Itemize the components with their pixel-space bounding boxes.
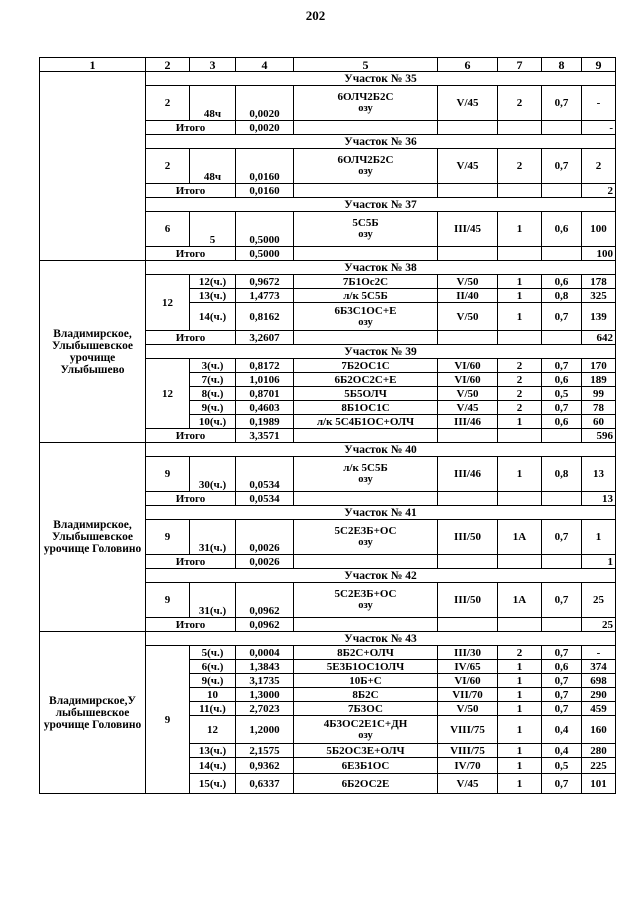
timber-stock: 13 (582, 457, 616, 492)
empty-cell (438, 492, 498, 506)
allotment-number: 8(ч.) (190, 387, 236, 401)
age-class: V/45 (438, 774, 498, 794)
empty-cell (542, 121, 582, 135)
protection-note: озу (358, 229, 373, 240)
bonitet: 1 (498, 758, 542, 774)
stand-composition (294, 387, 438, 401)
density: 0,7 (542, 303, 582, 331)
empty-cell (438, 331, 498, 345)
section-title: Участок № 41 (146, 506, 616, 520)
density: 0,7 (542, 702, 582, 716)
age-class: III/46 (438, 415, 498, 429)
stand-composition (294, 401, 438, 415)
stand-composition (294, 359, 438, 373)
composition-formula: 6ОЛЧ2Б2С (337, 154, 394, 166)
empty-cell (542, 429, 582, 443)
empty-cell (294, 618, 438, 632)
age-class: V/45 (438, 86, 498, 121)
timber-stock: 60 (582, 415, 616, 429)
section-title-row (40, 261, 616, 275)
allotment-number: 14(ч.) (190, 303, 236, 331)
allotment-number: 48ч (190, 86, 236, 121)
density: 0,7 (542, 674, 582, 688)
column-header-6: 6 (438, 58, 498, 72)
composition-formula: 4Б3ОС2Е1С+ДН (323, 717, 408, 730)
bonitet: 1 (498, 415, 542, 429)
composition-formula: 8Б2С+ОЛЧ (337, 646, 394, 659)
allotment-number: 5 (190, 212, 236, 247)
allotment-number: 31(ч.) (190, 583, 236, 618)
column-header-4: 4 (236, 58, 294, 72)
bonitet: 1 (498, 289, 542, 303)
age-class: V/50 (438, 702, 498, 716)
quarter-number: 6 (146, 212, 190, 247)
density: 0,7 (542, 86, 582, 121)
forest-name: Владимирское, Улыбышевское урочище Головино (40, 443, 146, 632)
composition-formula: 5С5Б (352, 217, 379, 229)
total-area: 0,5000 (236, 247, 294, 261)
empty-cell (498, 331, 542, 345)
allotment-number: 12 (190, 716, 236, 744)
composition-formula: 8Б1ОС1С (341, 401, 390, 414)
empty-cell (498, 555, 542, 569)
empty-cell (294, 184, 438, 198)
empty-cell (438, 121, 498, 135)
area-value: 2,7023 (236, 702, 294, 716)
total-area: 0,0534 (236, 492, 294, 506)
composition-formula: 5Е3Б1ОС1ОЛЧ (326, 660, 405, 673)
empty-cell (498, 492, 542, 506)
allotment-number: 3(ч.) (190, 359, 236, 373)
empty-cell (294, 247, 438, 261)
total-label: Итого (146, 429, 236, 443)
bonitet: 1А (498, 583, 542, 618)
composition-formula: 6Б3С1ОС+Е (334, 304, 397, 317)
stand-composition (294, 303, 438, 331)
total-label: Итого (146, 555, 236, 569)
timber-stock: 290 (582, 688, 616, 702)
quarter-number: 9 (146, 583, 190, 618)
area-value: 0,0160 (236, 149, 294, 184)
timber-stock: 2 (582, 149, 616, 184)
composition-formula: 8Б2С (352, 688, 379, 701)
stand-composition (294, 688, 438, 702)
age-class: VII/70 (438, 688, 498, 702)
age-class: II/40 (438, 289, 498, 303)
quarter-number: 9 (146, 646, 190, 794)
area-value: 0,4603 (236, 401, 294, 415)
bonitet: 2 (498, 86, 542, 121)
section-title: Участок № 40 (146, 443, 616, 457)
total-stock: 1 (582, 555, 616, 569)
timber-stock: 280 (582, 744, 616, 758)
stand-composition (294, 774, 438, 794)
age-class: III/50 (438, 583, 498, 618)
column-header-9: 9 (582, 58, 616, 72)
bonitet: 2 (498, 149, 542, 184)
empty-cell (542, 492, 582, 506)
bonitet: 1 (498, 303, 542, 331)
bonitet: 2 (498, 373, 542, 387)
bonitet: 1 (498, 275, 542, 289)
bonitet: 2 (498, 401, 542, 415)
bonitet: 2 (498, 387, 542, 401)
area-value: 0,0534 (236, 457, 294, 492)
timber-stock: - (582, 646, 616, 660)
stand-composition (294, 149, 438, 184)
composition-formula: 5С2Е3Б+ОС (334, 525, 397, 537)
age-class: III/50 (438, 520, 498, 555)
total-label: Итого (146, 184, 236, 198)
timber-stock: 170 (582, 359, 616, 373)
empty-cell (542, 184, 582, 198)
area-value: 1,4773 (236, 289, 294, 303)
density: 0,4 (542, 716, 582, 744)
stand-composition (294, 583, 438, 618)
section-title: Участок № 35 (146, 72, 616, 86)
total-label: Итого (146, 331, 236, 345)
total-label: Итого (146, 618, 236, 632)
total-area: 3,3571 (236, 429, 294, 443)
bonitet: 1 (498, 716, 542, 744)
density: 0,8 (542, 457, 582, 492)
composition-formula: 7Б1Ос2С (342, 275, 389, 288)
bonitet: 1 (498, 688, 542, 702)
composition-formula: 5Б2ОС3Е+ОЛЧ (326, 744, 405, 757)
density: 0,7 (542, 774, 582, 794)
header-row (40, 58, 616, 72)
area-value: 0,8701 (236, 387, 294, 401)
quarter-number: 9 (146, 457, 190, 492)
forest-name: Владимирское,У лыбышевское урочище Головино (40, 632, 146, 794)
stand-composition (294, 646, 438, 660)
composition-formula: 5Б5ОЛЧ (344, 387, 387, 400)
empty-cell (542, 618, 582, 632)
section-title: Участок № 43 (146, 632, 616, 646)
section-title: Участок № 39 (146, 345, 616, 359)
area-value: 0,1989 (236, 415, 294, 429)
empty-cell (438, 555, 498, 569)
area-value: 0,5000 (236, 212, 294, 247)
timber-stock: 100 (582, 212, 616, 247)
age-class: IV/70 (438, 758, 498, 774)
density: 0,6 (542, 212, 582, 247)
protection-note: озу (358, 729, 373, 741)
composition-formula: 6Б2ОС2Е (341, 777, 390, 790)
timber-stock: 101 (582, 774, 616, 794)
stand-composition (294, 674, 438, 688)
bonitet: 1 (498, 702, 542, 716)
timber-stock: 459 (582, 702, 616, 716)
timber-stock: 325 (582, 289, 616, 303)
timber-stock: 189 (582, 373, 616, 387)
age-class: VIII/75 (438, 744, 498, 758)
area-value: 0,8162 (236, 303, 294, 331)
empty-cell (498, 121, 542, 135)
area-value: 0,6337 (236, 774, 294, 794)
allotment-number: 7(ч.) (190, 373, 236, 387)
composition-formula: л/к 5С5Б (343, 462, 388, 474)
timber-stock: 225 (582, 758, 616, 774)
total-label: Итого (146, 121, 236, 135)
allotment-number: 9(ч.) (190, 401, 236, 415)
age-class: VI/60 (438, 373, 498, 387)
protection-note: озу (358, 474, 373, 485)
timber-stock: 178 (582, 275, 616, 289)
allotment-number: 11(ч.) (190, 702, 236, 716)
empty-cell (542, 331, 582, 345)
area-value: 1,0106 (236, 373, 294, 387)
stand-composition (294, 86, 438, 121)
timber-stock: 25 (582, 583, 616, 618)
total-stock: 596 (582, 429, 616, 443)
density: 0,7 (542, 520, 582, 555)
age-class: V/50 (438, 275, 498, 289)
bonitet: 1 (498, 674, 542, 688)
stand-composition (294, 275, 438, 289)
empty-cell (294, 555, 438, 569)
density: 0,5 (542, 758, 582, 774)
stand-composition (294, 744, 438, 758)
bonitet: 1А (498, 520, 542, 555)
age-class: VI/60 (438, 674, 498, 688)
area-value: 0,8172 (236, 359, 294, 373)
section-title: Участок № 36 (146, 135, 616, 149)
column-header-7: 7 (498, 58, 542, 72)
area-value: 0,0962 (236, 583, 294, 618)
total-stock: 642 (582, 331, 616, 345)
forest-name: Владимирское, Улыбышевское урочище Улыбышево (40, 261, 146, 443)
protection-note: озу (358, 600, 373, 611)
total-area: 0,0962 (236, 618, 294, 632)
empty-cell (498, 618, 542, 632)
allotment-number: 6(ч.) (190, 660, 236, 674)
composition-formula: л/к 5С5Б (343, 289, 388, 302)
allotment-number: 12(ч.) (190, 275, 236, 289)
empty-cell (294, 492, 438, 506)
total-label: Итого (146, 492, 236, 506)
empty-cell (498, 184, 542, 198)
section-title-row (40, 443, 616, 457)
empty-cell (498, 429, 542, 443)
allotment-number: 5(ч.) (190, 646, 236, 660)
section-title-row (40, 72, 616, 86)
density: 0,7 (542, 688, 582, 702)
protection-note: озу (358, 316, 373, 328)
stand-composition (294, 702, 438, 716)
timber-stock: 139 (582, 303, 616, 331)
composition-formula: 6Б2ОС2С+Е (334, 373, 397, 386)
area-value: 0,0004 (236, 646, 294, 660)
empty-cell (438, 429, 498, 443)
section-title: Участок № 38 (146, 261, 616, 275)
age-class: V/50 (438, 303, 498, 331)
age-class: III/30 (438, 646, 498, 660)
composition-formula: 5С2Е3Б+ОС (334, 588, 397, 600)
allotment-number: 48ч (190, 149, 236, 184)
density: 0,6 (542, 275, 582, 289)
total-stock: 25 (582, 618, 616, 632)
stand-composition (294, 660, 438, 674)
stand-composition (294, 716, 438, 744)
allotment-number: 13(ч.) (190, 289, 236, 303)
age-class: VI/60 (438, 359, 498, 373)
stand-composition (294, 758, 438, 774)
allotment-number: 13(ч.) (190, 744, 236, 758)
total-area: 3,2607 (236, 331, 294, 345)
bonitet: 2 (498, 646, 542, 660)
density: 0,7 (542, 359, 582, 373)
column-header-2: 2 (146, 58, 190, 72)
timber-stock: 99 (582, 387, 616, 401)
empty-cell (294, 429, 438, 443)
quarter-number: 2 (146, 149, 190, 184)
allotment-number: 30(ч.) (190, 457, 236, 492)
area-value: 1,3000 (236, 688, 294, 702)
age-class: III/46 (438, 457, 498, 492)
column-header-3: 3 (190, 58, 236, 72)
total-stock: 13 (582, 492, 616, 506)
empty-cell (294, 331, 438, 345)
bonitet: 1 (498, 660, 542, 674)
density: 0,5 (542, 387, 582, 401)
allotment-number: 15(ч.) (190, 774, 236, 794)
timber-stock: 698 (582, 674, 616, 688)
bonitet: 2 (498, 359, 542, 373)
composition-formula: 10Б+С (349, 674, 382, 687)
age-class: V/45 (438, 401, 498, 415)
allotment-number: 10 (190, 688, 236, 702)
quarter-number: 9 (146, 520, 190, 555)
protection-note: озу (358, 166, 373, 177)
quarter-number: 12 (146, 275, 190, 331)
empty-cell (294, 121, 438, 135)
bonitet: 1 (498, 774, 542, 794)
density: 0,7 (542, 583, 582, 618)
quarter-number: 12 (146, 359, 190, 429)
protection-note: озу (358, 103, 373, 114)
column-header-1: 1 (40, 58, 146, 72)
density: 0,8 (542, 289, 582, 303)
empty-cell (498, 247, 542, 261)
stand-composition (294, 289, 438, 303)
total-area: 0,0020 (236, 121, 294, 135)
area-value: 0,9672 (236, 275, 294, 289)
allotment-number: 31(ч.) (190, 520, 236, 555)
column-header-5: 5 (294, 58, 438, 72)
composition-formula: 6ОЛЧ2Б2С (337, 91, 394, 103)
density: 0,7 (542, 401, 582, 415)
empty-cell (438, 618, 498, 632)
density: 0,6 (542, 373, 582, 387)
density: 0,7 (542, 646, 582, 660)
area-value: 3,1735 (236, 674, 294, 688)
timber-stock: 78 (582, 401, 616, 415)
area-value: 1,3843 (236, 660, 294, 674)
section-title: Участок № 42 (146, 569, 616, 583)
timber-stock: 1 (582, 520, 616, 555)
forest-name (40, 72, 146, 261)
bonitet: 1 (498, 457, 542, 492)
bonitet: 1 (498, 744, 542, 758)
total-area: 0,0026 (236, 555, 294, 569)
section-title: Участок № 37 (146, 198, 616, 212)
empty-cell (542, 247, 582, 261)
timber-stock: 160 (582, 716, 616, 744)
age-class: VIII/75 (438, 716, 498, 744)
timber-stock: - (582, 86, 616, 121)
stand-composition (294, 373, 438, 387)
composition-formula: 6Е3Б1ОС (341, 759, 390, 772)
allotment-number: 14(ч.) (190, 758, 236, 774)
composition-formula: л/к 5С4Б1ОС+ОЛЧ (316, 415, 415, 428)
total-stock: - (582, 121, 616, 135)
stand-composition (294, 520, 438, 555)
age-class: IV/65 (438, 660, 498, 674)
age-class: V/50 (438, 387, 498, 401)
density: 0,6 (542, 415, 582, 429)
bonitet: 1 (498, 212, 542, 247)
quarter-number: 2 (146, 86, 190, 121)
protection-note: озу (358, 537, 373, 548)
stand-composition (294, 457, 438, 492)
section-title-row (40, 632, 616, 646)
area-value: 0,0020 (236, 86, 294, 121)
area-value: 0,9362 (236, 758, 294, 774)
forest-allotment-table (39, 57, 616, 794)
allotment-number: 9(ч.) (190, 674, 236, 688)
composition-formula: 7Б2ОС1С (341, 359, 390, 372)
timber-stock: 374 (582, 660, 616, 674)
empty-cell (542, 555, 582, 569)
total-label: Итого (146, 247, 236, 261)
area-value: 1,2000 (236, 716, 294, 744)
total-stock: 100 (582, 247, 616, 261)
total-area: 0,0160 (236, 184, 294, 198)
age-class: V/45 (438, 149, 498, 184)
area-value: 0,0026 (236, 520, 294, 555)
density: 0,7 (542, 149, 582, 184)
area-value: 2,1575 (236, 744, 294, 758)
page-number: 202 (305, 8, 326, 23)
density: 0,6 (542, 660, 582, 674)
empty-cell (438, 184, 498, 198)
total-stock: 2 (582, 184, 616, 198)
stand-composition (294, 212, 438, 247)
allotment-number: 10(ч.) (190, 415, 236, 429)
empty-cell (438, 247, 498, 261)
column-header-8: 8 (542, 58, 582, 72)
stand-composition (294, 415, 438, 429)
composition-formula: 7Б3ОС (348, 702, 383, 715)
density: 0,4 (542, 744, 582, 758)
age-class: III/45 (438, 212, 498, 247)
